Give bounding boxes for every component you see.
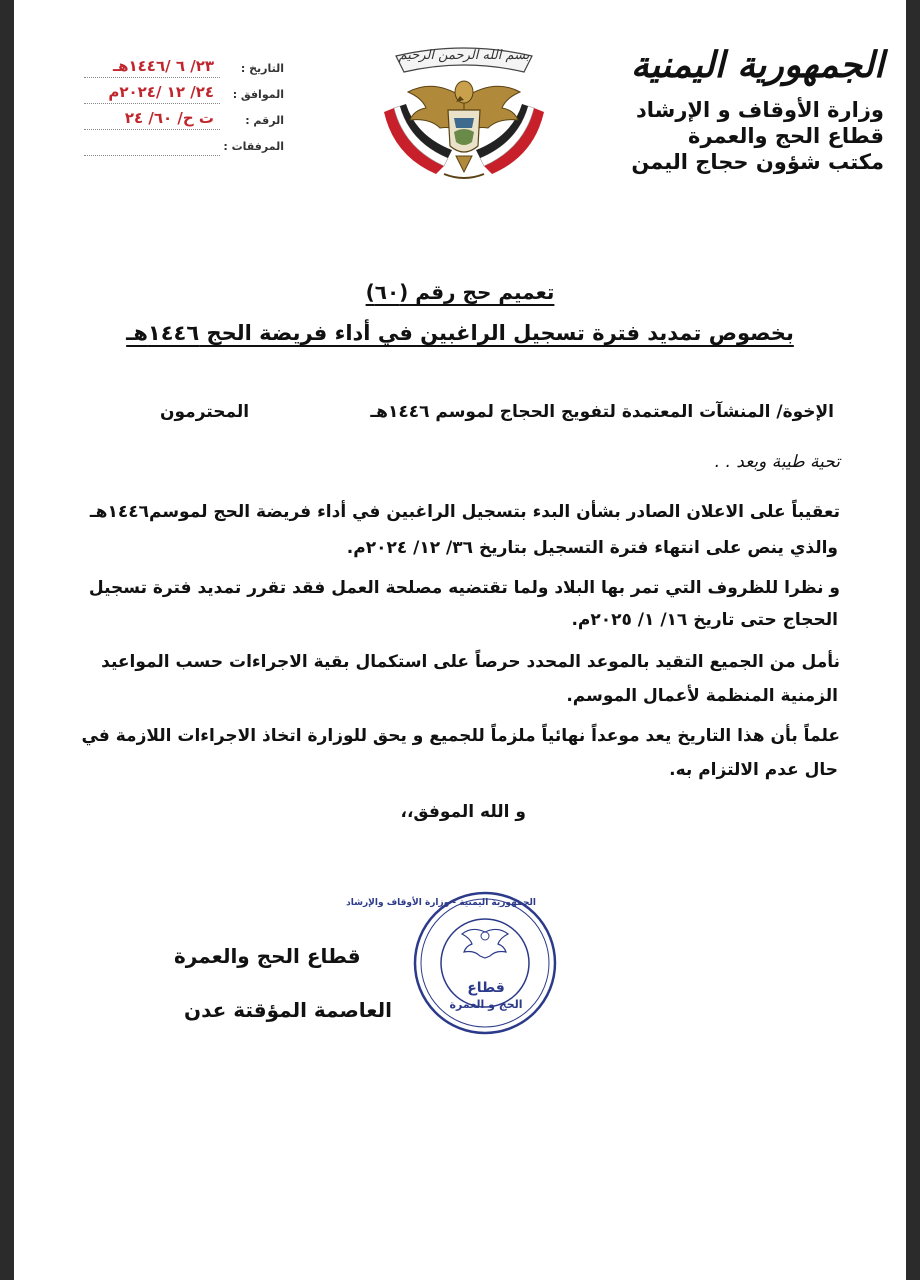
date-value: ٢٣/ ٦ /١٤٤٦هـ: [112, 57, 214, 75]
ministry-name: وزارة الأوقاف و الإرشاد: [636, 98, 884, 122]
paragraph-1-line-2: والذي ينص على انتهاء فترة التسجيل بتاريخ ٣٦/ ١٢/ ٢٠٢٤م.: [346, 538, 838, 558]
corresponding-label: الموافق :: [232, 88, 284, 101]
corresponding-row: [84, 83, 284, 108]
corresponding-value: ٢٤/ ١٢ /٢٠٢٤م: [108, 83, 214, 101]
signature-city: العاصمة المؤقتة عدن: [184, 998, 392, 1022]
dotted-line: [84, 129, 220, 130]
paragraph-4-line-2: حال عدم الالتزام به.: [669, 760, 838, 780]
subject-title: بخصوص تمديد فترة تسجيل الراغبين في أداء فريضة الحج ١٤٤٦هـ: [126, 321, 794, 345]
circular-title: تعميم حج رقم (٦٠): [365, 280, 555, 304]
paragraph-1-line-1: تعقيباً على الاعلان الصادر بشأن البدء بتسجيل الراغبين في أداء فريضة الحج لموسم١٤٤٦هـ: [89, 502, 840, 522]
dotted-line: [84, 77, 220, 78]
closing-line: و الله الموفق،،: [400, 802, 526, 822]
paragraph-4-line-1: علماً بأن هذا التاريخ يعد موعداً نهائياً ملزماً للجميع و يحق للوزارة اتخاذ الاجراءات اللازمة في: [81, 726, 840, 746]
signature-sector: قطاع الحج والعمرة: [174, 944, 361, 968]
dotted-line: [84, 155, 220, 156]
number-row: [84, 109, 284, 134]
office-name: مكتب شؤون حجاج اليمن: [631, 150, 884, 174]
paragraph-2-line-1: و نظرا للظروف التي تمر بها البلاد ولما تقتضيه مصلحة العمل فقد تقرر تمديد فترة تسجيل: [88, 578, 840, 598]
addressee-recipients: الإخوة/ المنشآت المعتمدة لتفويج الحجاج لموسم ١٤٤٦هـ: [370, 402, 834, 422]
greeting: تحية طيبة وبعد . .: [714, 452, 840, 472]
stamp-ring-text: الجمهورية اليمنية - وزارة الأوقاف والإرشاد: [346, 898, 536, 908]
dotted-line: [84, 103, 220, 104]
paragraph-3-line-2: الزمنية المنظمة لأعمال الموسم.: [566, 686, 838, 706]
addressee-honorific: المحترمون: [160, 402, 250, 422]
attachments-row: [84, 138, 284, 160]
paragraph-2-line-2: الحجاج حتى تاريخ ١٦/ ١/ ٢٠٢٥م.: [571, 610, 838, 630]
date-label: التاريخ :: [240, 62, 284, 75]
stamp-center-2: الحج و العمرة: [449, 998, 523, 1011]
number-label: الرقم :: [245, 114, 284, 127]
republic-title: الجمهورية اليمنية: [630, 44, 884, 86]
sector-name: قطاع الحج والعمرة: [688, 124, 884, 148]
document-page: [14, 0, 906, 1280]
official-stamp-icon: [346, 888, 560, 1038]
stamp-center-1: قطاع: [467, 980, 505, 996]
attachments-label: المرفقات :: [223, 140, 284, 153]
paragraph-3-line-1: نأمل من الجميع التقيد بالموعد المحدد حرصاً على استكمال بقية الاجراءات حسب المواعيد: [101, 652, 840, 672]
number-value: ت ح/ ٦٠/ ٢٤: [124, 109, 214, 127]
date-row: [84, 57, 284, 82]
basmala-text: بسم الله الرحمن الرحيم: [398, 48, 530, 63]
